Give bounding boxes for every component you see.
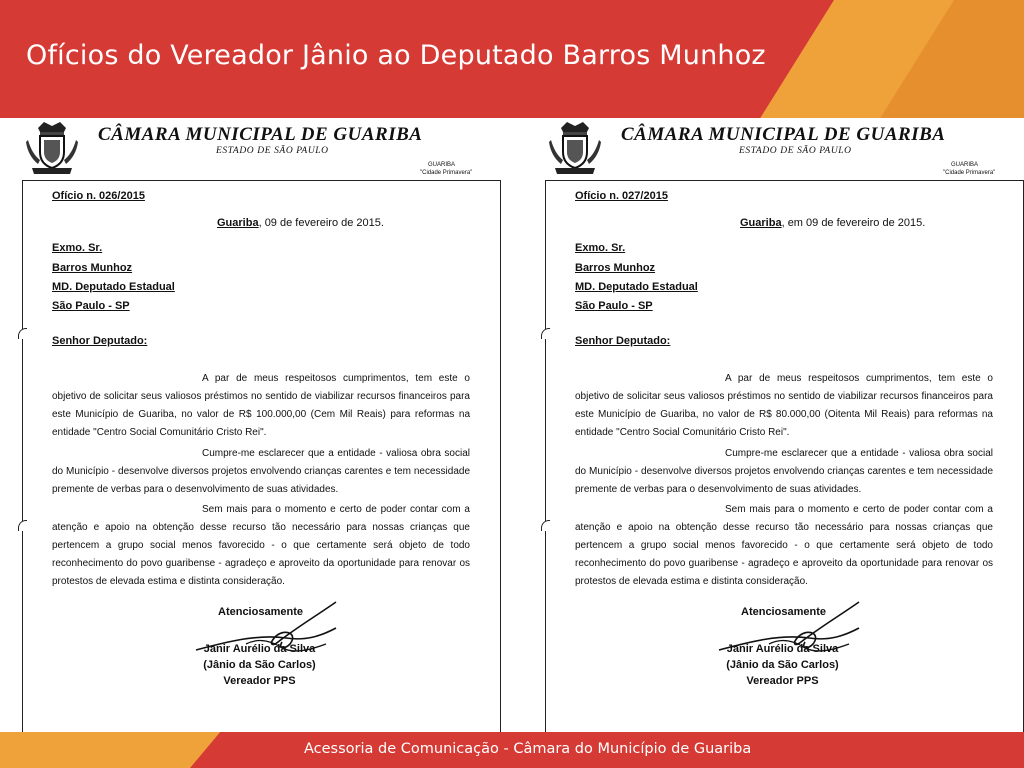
addressee-name: Barros Munhoz [575, 262, 656, 274]
addressee-role: MD. Deputado Estadual [52, 281, 175, 293]
chamber-name: CÂMARA MUNICIPAL DE GUARIBA [621, 124, 946, 145]
document-number: Ofício n. 027/2015 [575, 190, 668, 202]
signer-nickname: (Jânio da São Carlos) [203, 659, 316, 671]
paragraph-3: Sem mais para o momento e certo de poder contar com a atenção e apoio na obtenção desse recurso tão necessário para nossas crianças que pertencem a grupo social menos favorecido - o que certamente será objeto de todo reconhecimento do povo guaribense - agradeço e aproveito da oportunidade para renovar os protestos de elevada estima e distinta consideração. [52, 504, 470, 587]
page-border [22, 180, 501, 181]
footer-banner [0, 732, 1024, 768]
chamber-name: CÂMARA MUNICIPAL DE GUARIBA [98, 124, 423, 145]
addressee-title: Exmo. Sr. [52, 242, 103, 254]
letter-027 [541, 118, 1024, 732]
signer-role: Vereador PPS [223, 675, 296, 687]
header-banner [0, 0, 1024, 118]
paragraph-1: A par de meus respeitosos cumprimentos, tem este o objetivo de solicitar seus valiosos préstimos no sentido de viabilizar recursos financeiros para este Município de Guariba, no valor de R$ 80.000,00 (Oitenta Mil Reais) para reformas na entidade "Centro Social Comunitário Cristo Rei". [575, 373, 993, 438]
paragraph-1: A par de meus respeitosos cumprimentos, tem este o objetivo de solicitar seus valiosos préstimos no sentido de viabilizar recursos financeiros para este Município de Guariba, no valor de R$ 100.000,00 (Cem Mil Reais) para reformas na entidade "Centro Social Comunitário Cristo Rei". [52, 373, 470, 438]
punch-mark [541, 520, 550, 531]
salutation: Senhor Deputado: [52, 335, 148, 347]
coat-of-arms-icon [547, 120, 603, 176]
addressee-role: MD. Deputado Estadual [575, 281, 698, 293]
city-label: GUARIBA [951, 162, 979, 168]
page-border [545, 180, 1024, 181]
paragraph-3: Sem mais para o momento e certo de poder contar com a atenção e apoio na obtenção desse recurso tão necessário para nossas crianças que pertencem a grupo social menos favorecido - o que certamente será objeto de todo reconhecimento do povo guaribense - agradeço e aproveito da oportunidade para renovar os protestos de elevada estima e distinta consideração. [575, 504, 993, 587]
date-city: Guariba [740, 217, 782, 229]
coat-of-arms-icon [24, 120, 80, 176]
document-number: Ofício n. 026/2015 [52, 190, 145, 202]
punch-mark [541, 328, 550, 339]
place-date [217, 217, 384, 229]
city-motto: "Cidade Primavera" [943, 170, 996, 176]
paragraph-2: Cumpre-me esclarecer que a entidade - valiosa obra social do Município - desenvolve diversos projetos envolvendo crianças carentes e tem necessidade premente de verbas para o desenvolvimento de suas atividades. [52, 448, 470, 495]
city-label: GUARIBA [428, 162, 456, 168]
addressee-location: São Paulo - SP [52, 300, 130, 312]
date-text: , 09 de fevereiro de 2015. [258, 217, 384, 229]
signer-name: Janir Aurélio da Silva [726, 643, 839, 655]
salutation: Senhor Deputado: [575, 335, 671, 347]
signer-nickname: (Jânio da São Carlos) [726, 659, 839, 671]
date-text: , em 09 de fevereiro de 2015. [781, 217, 926, 229]
closing: Atenciosamente [218, 606, 303, 618]
footer-accent-stripe [0, 732, 220, 768]
addressee-title: Exmo. Sr. [575, 242, 626, 254]
place-date [740, 217, 925, 229]
date-city: Guariba [217, 217, 259, 229]
state-name: ESTADO DE SÃO PAULO [216, 146, 329, 156]
city-motto: "Cidade Primavera" [420, 170, 473, 176]
footer-credit: Acessoria de Comunicação - Câmara do Município de Guariba [304, 741, 752, 757]
punch-mark [18, 520, 27, 531]
paragraph-2: Cumpre-me esclarecer que a entidade - valiosa obra social do Município - desenvolve diversos projetos envolvendo crianças carentes e tem necessidade premente de verbas para o desenvolvimento de suas atividades. [575, 448, 993, 495]
signer-name: Janir Aurélio da Silva [203, 643, 316, 655]
addressee-name: Barros Munhoz [52, 262, 133, 274]
punch-mark [18, 328, 27, 339]
signer-role: Vereador PPS [746, 675, 819, 687]
addressee-location: São Paulo - SP [575, 300, 653, 312]
closing: Atenciosamente [741, 606, 826, 618]
state-name: ESTADO DE SÃO PAULO [739, 146, 852, 156]
slide-title: Ofícios do Vereador Jânio ao Deputado Barros Munhoz [26, 40, 766, 71]
letter-026 [18, 118, 501, 732]
